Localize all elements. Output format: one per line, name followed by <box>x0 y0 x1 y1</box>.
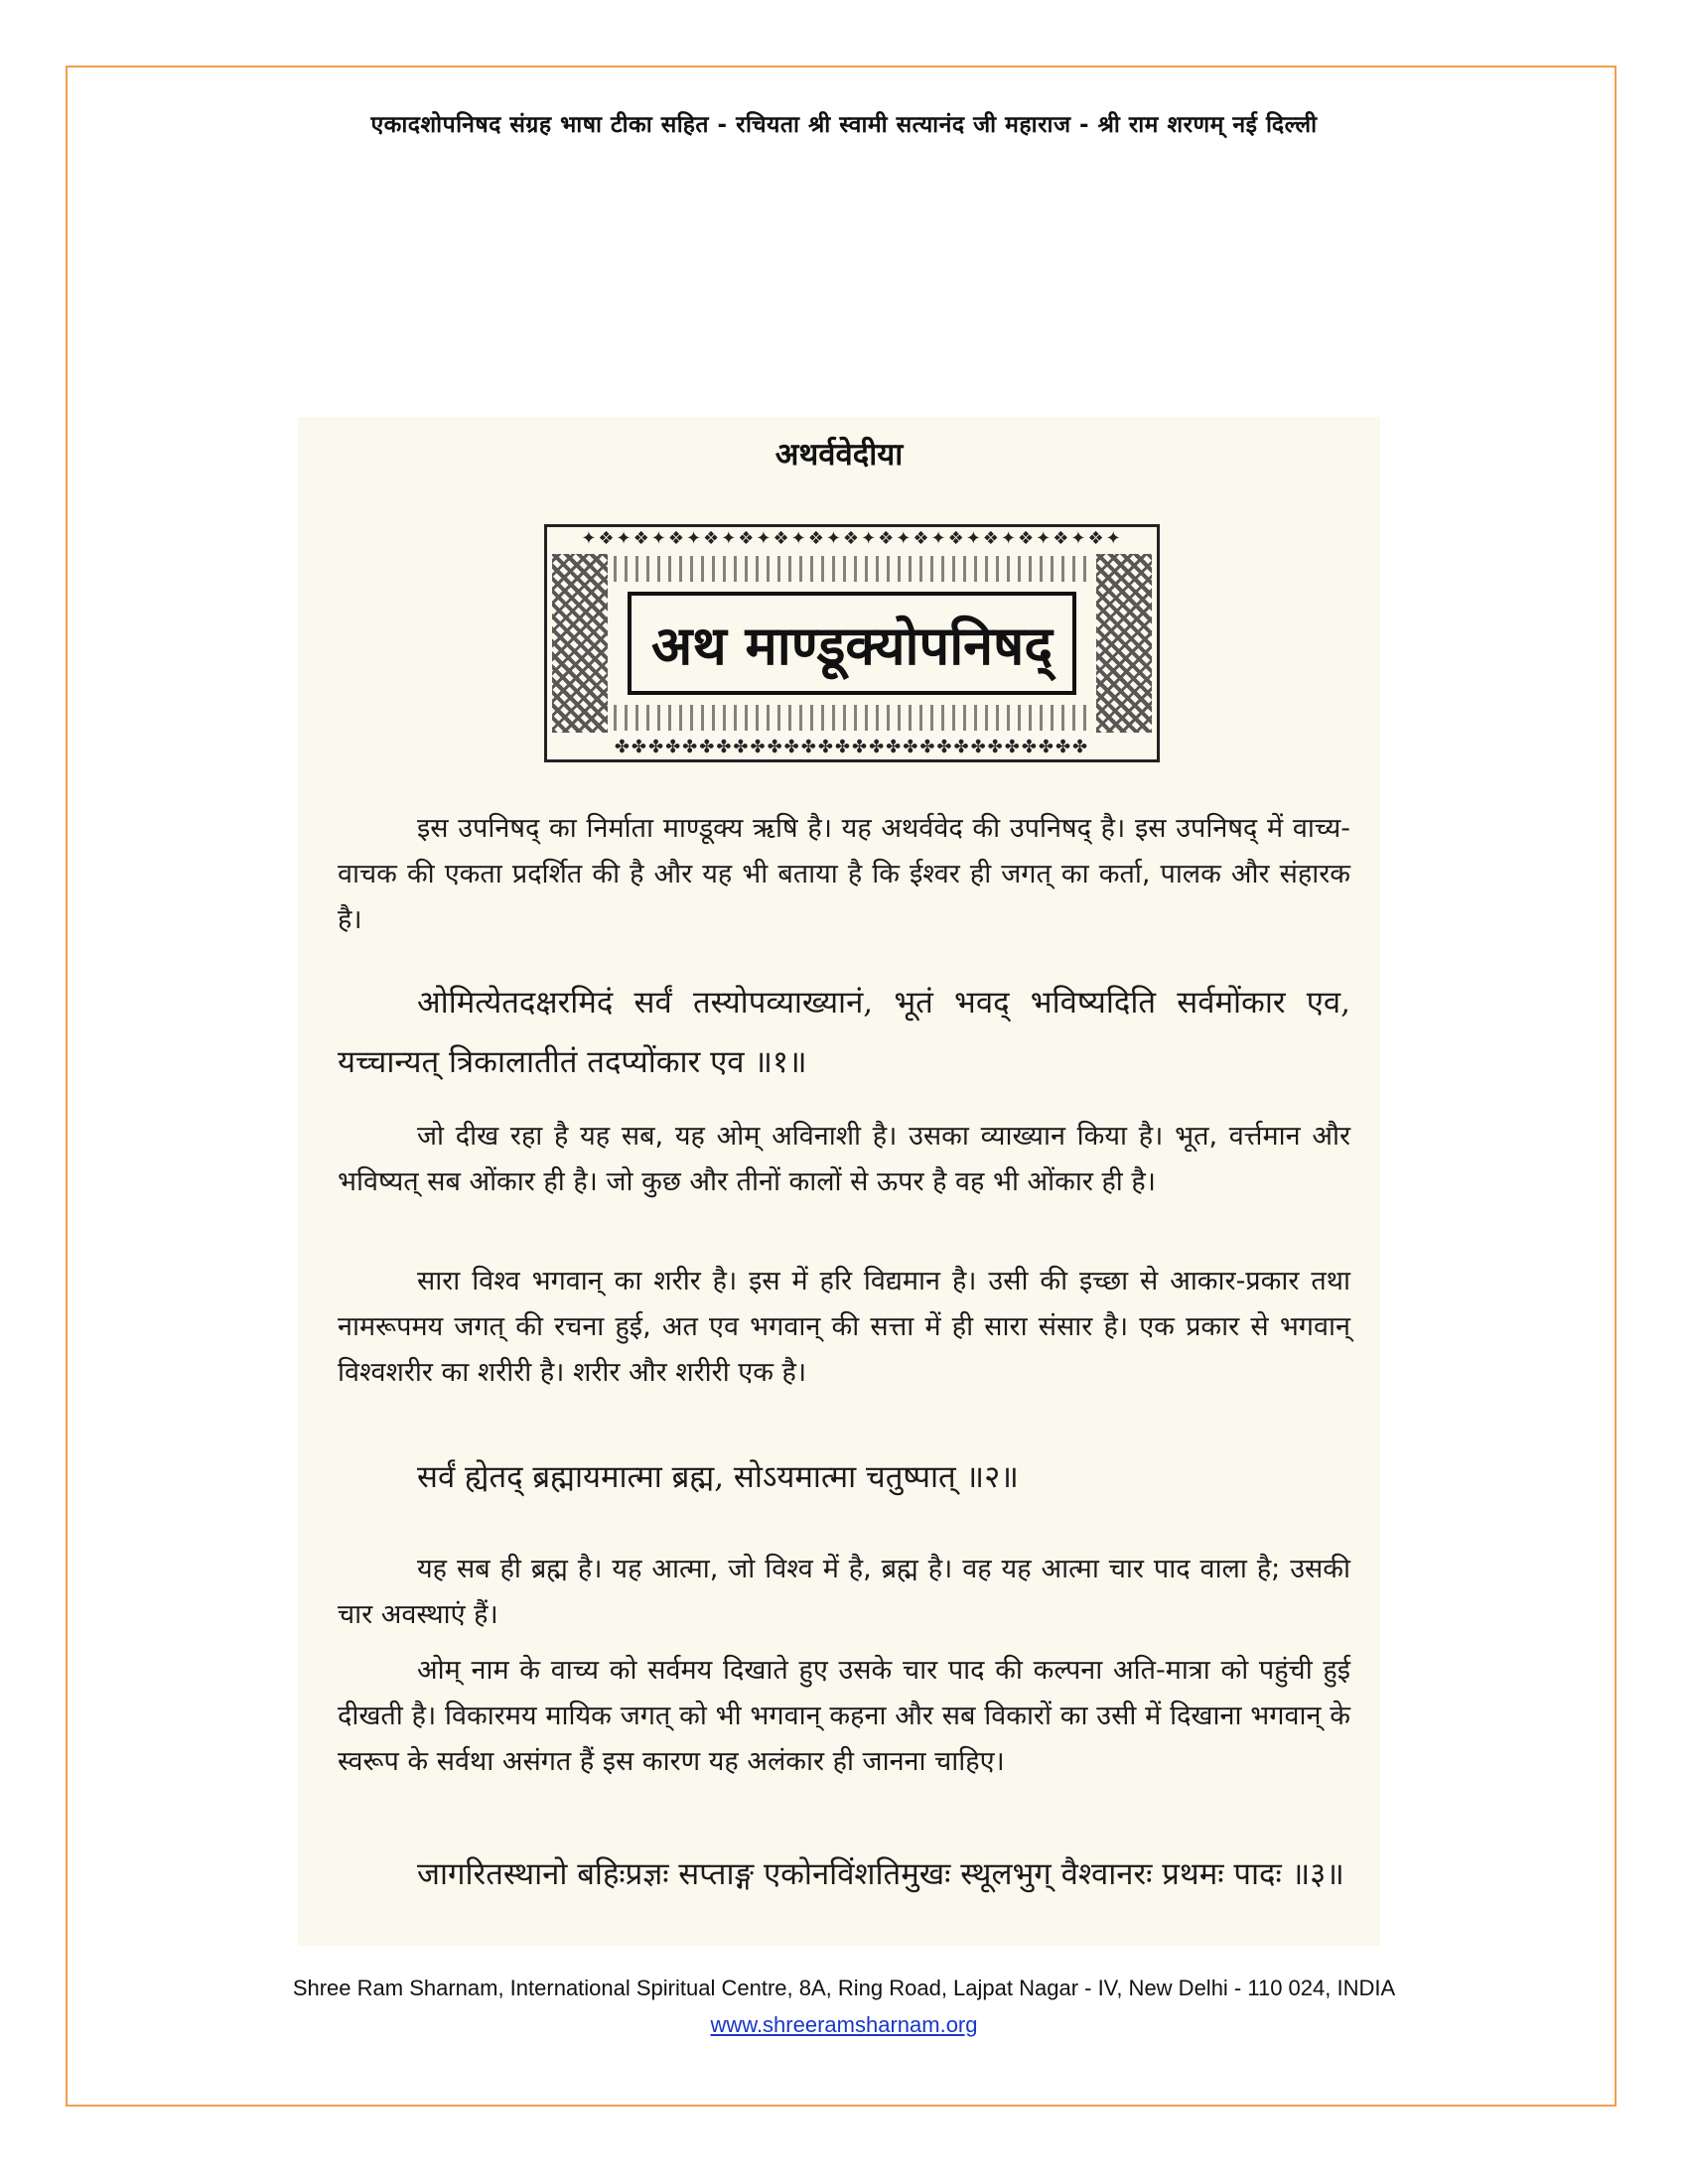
website-link[interactable]: www.shreeramsharnam.org <box>710 2012 978 2037</box>
footer-website <box>0 2012 1688 2038</box>
veda-label: अथर्ववेदीया <box>774 437 904 473</box>
explanation-2b: ओम् नाम के वाच्य को सर्वमय दिखाते हुए उसके चार पाद की कल्पना अति-मात्रा को पहुंची हुई दीखती है। विकारमय मायिक जगत् को भी भगवान् कहना और सब विकारों का उसी में दिखाना भगवान् के स्वरूप के सर्वथा असंगत हैं इस कारण यह अलंकार ही जानना चाहिए। <box>338 1655 1350 1777</box>
footer-address: Shree Ram Sharnam, International Spiritual Centre, 8A, Ring Road, Lajpat Nagar - IV, New Delhi - 110 024, INDIA <box>292 1976 1396 2000</box>
ornament-top-band <box>614 556 1090 582</box>
ornament-left-pattern <box>552 554 608 733</box>
mantra-1: ओमित्येतदक्षरमिदं सर्वं तस्योपव्याख्यानं, भूतं भवद् भविष्यदिति सर्वमोंकार एव, यच्चान्यत् त्रिकालातीतं तदप्योंकार एव ॥१॥ <box>338 985 1350 1080</box>
upanishad-title: अथ माण्डूक्योपनिषद् <box>650 614 1054 677</box>
explanation-1a: जो दीख रहा है यह सब, यह ओम् अविनाशी है। उसका व्याख्यान किया है। भूत, वर्त्तमान और भविष्यत् सब ओंकार ही है। जो कुछ और तीनों कालों से ऊपर है वह भी ओंकार ही है। <box>338 1121 1350 1197</box>
ornament-right-pattern <box>1096 554 1152 733</box>
title-frame <box>628 592 1076 695</box>
mantra-2: सर्वं ह्येतद् ब्रह्मायमात्मा ब्रह्म, सोऽयमात्मा चतुष्पात् ॥२॥ <box>417 1459 1019 1495</box>
ornament-bottom-band <box>614 705 1090 731</box>
ornamental-title-box <box>544 524 1160 762</box>
explanation-2a: यह सब ही ब्रह्म है। यह आत्मा, जो विश्व में है, ब्रह्म है। वह यह आत्मा चार पाद वाला है; उसकी चार अवस्थाएं हैं। <box>338 1554 1350 1630</box>
mantra-3: जागरितस्थानो बहिःप्रज्ञः सप्ताङ्ग एकोनविंशतिमुखः स्थूलभुग् वैश्वानरः प्रथमः पादः ॥३॥ <box>417 1856 1344 1892</box>
explanation-1b: सारा विश्व भगवान् का शरीर है। इस में हरि विद्यमान है। उसी की इच्छा से आकार-प्रकार तथा नामरूपमय जगत् की रचना हुई, अत एव भगवान् की सत्ता में ही सारा संसार है। एक प्रकार से भगवान् विश्वशरीर का शरीरी है। शरीर और शरीरी एक है। <box>338 1266 1350 1388</box>
ornament-bottom-border-icon: ✤✤✤✤✤✤✤✤✤✤✤✤✤✤✤✤✤✤✤✤✤✤✤✤✤✤✤✤ <box>614 737 1090 757</box>
intro-paragraph: इस उपनिषद् का निर्माता माण्डूक्य ऋषि है। यह अथर्ववेद की उपनिषद् है। इस उपनिषद् में वाच्य-वाचक की एकता प्रदर्शित की है और यह भी बताया है कि ईश्वर ही जगत् का कर्ता, पालक और संहारक है। <box>338 813 1350 935</box>
running-header: एकादशोपनिषद संग्रह भाषा टीका सहित - रचियता श्री स्वामी सत्यानंद जी महाराज - श्री राम शरणम् नई दिल्ली <box>370 112 1318 138</box>
ornament-top-border-icon: ✦❖✦❖✦❖✦❖✦❖✦❖✦❖✦❖✦❖✦❖✦❖✦❖✦❖✦❖✦❖✦ <box>581 528 1123 549</box>
